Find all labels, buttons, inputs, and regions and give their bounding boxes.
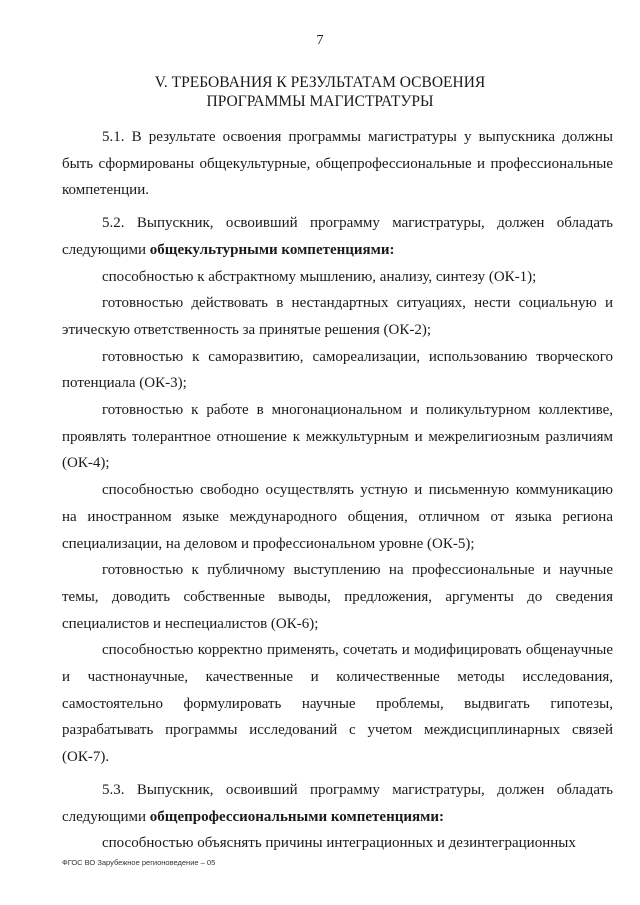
competency-ok-5: способностью свободно осуществлять устную и письменную коммуникацию на иностранном языке международного общения, отличном от языка региона специализации, на деловом и профессиональном уровне (ОК-5); <box>62 482 613 552</box>
paragraph-5-3-text: 5.3. Выпускник, освоивший программу магистратуры, должен обладать следующими <box>62 781 613 825</box>
section-heading <box>0 73 640 111</box>
competency-ok-7: способностью корректно применять, сочетать и модифицировать общенаучные и частнонаучные, качественные и количественные методы исследования, самостоятельно формулировать научные проблемы, выдвигать гипотезы, разрабатывать программы исследований с учетом междисциплинарных связей (ОК-7). <box>62 642 613 766</box>
competency-ok-2: готовностью действовать в нестандартных ситуациях, нести социальную и этическую ответственность за принятые решения (ОК-2); <box>62 295 613 338</box>
competency-ok-6: готовностью к публичному выступлению на профессиональные и научные темы, доводить собственные выводы, предложения, аргументы до сведения специалистов и неспециалистов (ОК-6); <box>62 562 613 632</box>
paragraph-5-3-bold-term: общепрофессиональными компетенциями: <box>149 808 444 825</box>
competency-opk-1-partial: способностью объяснять причины интеграционных и дезинтеграционных <box>102 835 576 852</box>
section-heading-line-1: V. ТРЕБОВАНИЯ К РЕЗУЛЬТАТАМ ОСВОЕНИЯ <box>154 74 486 91</box>
paragraph-5-1: 5.1. В результате освоения программы магистратуры у выпускника должны быть сформированы общекультурные, общепрофессиональные и профессиональные компетенции. <box>62 129 613 199</box>
document-body <box>62 124 613 857</box>
competency-ok-4: готовностью к работе в многонациональном и поликультурном коллективе, проявлять толерантное отношение к межкультурным и межрелигиозным различиям (ОК-4); <box>62 402 613 472</box>
section-heading-line-2: ПРОГРАММЫ МАГИСТРАТУРЫ <box>206 93 434 110</box>
competency-ok-1: способностью к абстрактному мышлению, анализу, синтезу (ОК-1); <box>102 268 537 285</box>
page-number: 7 <box>316 33 324 48</box>
paragraph-5-2-text: 5.2. Выпускник, освоивший программу магистратуры, должен обладать следующими <box>62 215 613 258</box>
paragraph-5-2-bold-term: общекультурными компетенциями: <box>149 241 395 258</box>
paragraph-5-3 <box>62 777 613 830</box>
paragraph-5-2 <box>62 210 613 263</box>
page-footer: ФГОС ВО Зарубежное регионоведение – 05 <box>62 858 216 867</box>
competency-ok-3: готовностью к саморазвитию, самореализации, использованию творческого потенциала (ОК-3); <box>62 348 613 392</box>
